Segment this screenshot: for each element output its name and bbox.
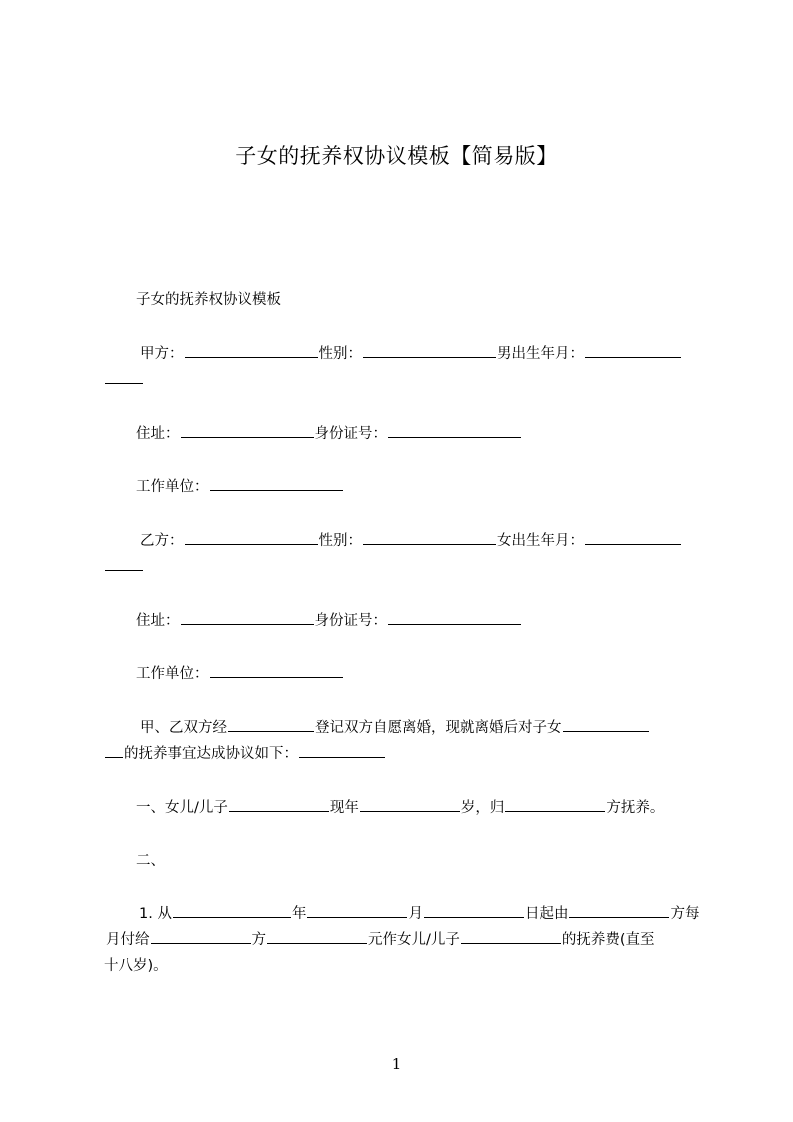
- intro-part2: 登记双方自愿离婚，现就离婚后对子女: [315, 720, 562, 736]
- clause-2-1-line-3: 十八岁)。: [104, 958, 168, 974]
- clause-2-1-day-blank[interactable]: [424, 902, 524, 918]
- clause-1-part2: 现年: [329, 800, 359, 816]
- clause-2-1-month-blank[interactable]: [307, 902, 407, 918]
- party-b-address-line: [136, 608, 736, 634]
- clause-1-party-blank[interactable]: [505, 796, 605, 812]
- intro-registry-blank[interactable]: [228, 716, 314, 732]
- clause-2-heading: 二、: [136, 853, 165, 869]
- clause-2-1-part7: 方: [251, 932, 266, 948]
- intro-line-1: [140, 715, 740, 741]
- agreement-subtitle: 子女的抚养权协议模板: [136, 292, 281, 308]
- party-a-work-line: [136, 474, 736, 500]
- clause-2-1-part8: 元作女儿/儿子: [368, 932, 460, 948]
- document-title: 子女的抚养权协议模板【简易版】: [235, 144, 558, 168]
- party-a-label: 甲方：: [140, 346, 184, 362]
- party-b-gender-label: 性别：: [318, 533, 362, 549]
- clause-2-1-part5: 方每: [670, 906, 700, 922]
- clause-1-part1: 一、女儿/儿子: [136, 800, 228, 816]
- party-b-birth-label: 女出生年月：: [497, 533, 584, 549]
- party-b-work-line: [136, 661, 736, 687]
- clause-2-1-part4: 日起由: [524, 906, 569, 922]
- party-a-gender-label: 性别：: [318, 346, 362, 362]
- party-b-id-blank[interactable]: [388, 609, 521, 625]
- intro-line-2: [104, 741, 704, 767]
- party-b-address-blank[interactable]: [181, 609, 314, 625]
- intro-part1: 甲、乙双方经: [140, 720, 227, 736]
- party-a-work-label: 工作单位：: [136, 479, 209, 495]
- party-b-birth-continuation: [104, 554, 704, 580]
- clause-2-1-part1: 1. 从: [139, 906, 172, 922]
- party-a-id-label: 身份证号：: [314, 426, 387, 442]
- clause-2-1-year-blank[interactable]: [173, 902, 291, 918]
- clause-2-1-part2: 年: [291, 906, 307, 922]
- clause-1-child-name-blank[interactable]: [229, 796, 329, 812]
- party-b-line: [140, 528, 740, 554]
- party-b-birth-blank[interactable]: [585, 529, 681, 545]
- clause-2-1-payee-blank[interactable]: [151, 928, 251, 944]
- party-a-birth-label: 男出生年月：: [497, 346, 584, 362]
- party-a-address-line: [136, 421, 736, 447]
- clause-1-part4: 方抚养。: [606, 800, 665, 816]
- party-a-gender-blank[interactable]: [363, 342, 496, 358]
- party-a-birth-blank-cont[interactable]: [105, 368, 143, 384]
- clause-2-1-child-blank[interactable]: [461, 928, 561, 944]
- clause-2-1-part9: 的抚养费(直至: [561, 932, 655, 948]
- intro-child-blank-cont[interactable]: [105, 742, 123, 758]
- party-b-id-label: 身份证号：: [314, 613, 387, 629]
- party-a-line: [140, 341, 740, 367]
- party-a-birth-blank[interactable]: [585, 342, 681, 358]
- party-b-work-label: 工作单位：: [136, 666, 209, 682]
- page-number: 1: [391, 1055, 402, 1073]
- party-b-name-blank[interactable]: [185, 529, 318, 545]
- clause-2-1-part3: 月: [408, 906, 423, 922]
- clause-1-part3: 岁，归: [460, 800, 505, 816]
- party-b-address-label: 住址：: [136, 613, 180, 629]
- party-a-address-blank[interactable]: [181, 422, 314, 438]
- clause-2-1-line-1: [139, 901, 739, 927]
- party-b-birth-blank-cont[interactable]: [105, 555, 143, 571]
- party-a-address-label: 住址：: [136, 426, 180, 442]
- party-a-work-blank[interactable]: [210, 475, 343, 491]
- clause-2-1-part6: 月付给: [106, 932, 150, 948]
- party-b-work-blank[interactable]: [210, 662, 343, 678]
- party-b-label: 乙方：: [140, 533, 184, 549]
- clause-1-age-blank[interactable]: [360, 796, 460, 812]
- intro-child-blank[interactable]: [563, 716, 649, 732]
- party-b-gender-blank[interactable]: [363, 529, 496, 545]
- clause-1-line: [136, 795, 736, 821]
- party-a-name-blank[interactable]: [185, 342, 318, 358]
- clause-2-1-line-2: [106, 927, 706, 953]
- clause-2-1-amount-blank[interactable]: [267, 928, 367, 944]
- intro-part3: 的抚养事宜达成协议如下：: [124, 746, 298, 762]
- clause-2-1-payer-blank[interactable]: [569, 902, 669, 918]
- party-a-id-blank[interactable]: [388, 422, 521, 438]
- intro-end-blank[interactable]: [299, 742, 385, 758]
- party-a-birth-continuation: [104, 367, 704, 393]
